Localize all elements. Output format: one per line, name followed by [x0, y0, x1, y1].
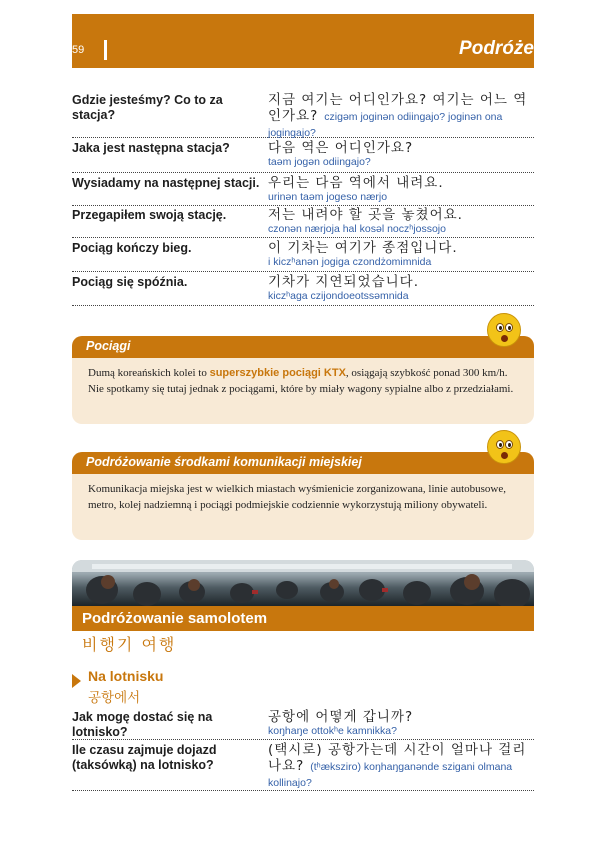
phrase-romanization: kiczʰaga czijondoeotssəmnida [268, 290, 409, 302]
phrase-korean: 공항에 어떻게 갑니까? koŋhaŋe ottokʰe kamnikka? [268, 709, 534, 738]
phrase-row [72, 92, 534, 138]
section-title: Podróżowanie samolotem [82, 610, 268, 627]
phrase-row [72, 709, 534, 740]
surprised-face-icon [487, 313, 521, 347]
subsection-title-korean: 공항에서 [88, 690, 141, 706]
triangle-right-icon [72, 674, 81, 688]
phrase-row [72, 742, 534, 791]
info-box-text: Dumą koreańskich kolei to superszybkie pociągi KTX, osiągają szybkość ponad 300 km/h. Nie spotkamy się tutaj jednak z pociągami, które by miały wagony sypialne albo z przedziałami. [88, 367, 514, 395]
phrase-polish: Jaka jest następna stacja? [72, 141, 230, 155]
chapter-title: Podróże [459, 38, 534, 59]
phrase-romanization: urinən taəm jogeso nærjo [268, 191, 388, 203]
info-box-header [72, 452, 534, 474]
info-box-highlight: superszybkie pociągi KTX [209, 367, 346, 379]
phrase-polish: Gdzie jesteśmy? Co to za stacja? [72, 93, 223, 122]
header-divider [104, 40, 107, 60]
info-box-text: Komunikacja miejska jest w wielkich miastach wyśmienicie zorganizowana, linie autobusowe, metro, kolej nadziemną i pociągi podmiejskie codziennie wykorzystują miliony obywateli. [88, 483, 506, 511]
phrase-korean: 다음 역은 어디인가요? taəm jogən odiingajo? [268, 140, 534, 169]
phrase-row [72, 274, 534, 306]
phrase-polish: Pociąg kończy bieg. [72, 241, 192, 255]
phrase-korean: (택시로) 공항가는데 시간이 얼마나 걸리나요? (tʰæksziro) koŋhaŋganənde szigani olmana kollinajo? [268, 742, 527, 789]
phrase-romanization: i kiczʰanən jogiga czondżomimnida [268, 256, 432, 268]
phrase-polish: Ile czasu zajmuje dojazd (taksówką) na lotnisko? [72, 743, 217, 772]
subsection-title: Na lotnisku [88, 668, 164, 684]
phrase-row [72, 207, 534, 238]
phrase-polish: Wysiadamy na następnej stacji. [72, 176, 260, 190]
phrase-korean: 지금 여기는 어디인가요? 여기는 어느 역인가요? czigəm joginən odiingajo? joginən ona jogingajo? [268, 92, 528, 139]
phrase-polish: Pociąg się spóźnia. [72, 275, 188, 289]
info-box-trains [72, 336, 534, 424]
info-box-title: Podróżowanie środkami komunikacji miejskiej [86, 455, 362, 469]
phrase-row [72, 175, 534, 206]
info-box-title: Pociągi [86, 339, 131, 353]
phrase-romanization: (tʰæksziro) koŋhaŋganənde szigani olmana kollinajo? [268, 761, 513, 789]
phrase-korean: 이 기차는 여기가 종점입니다. i kiczʰanən jogiga czondżomimnida [268, 240, 534, 269]
phrase-korean: 기차가 지연되었습니다. kiczʰaga czijondoeotssəmnida [268, 274, 534, 303]
phrase-korean: 저는 내려야 할 곳을 놓쳤어요. czonən nærjoja hal kosəl noczʰjossojo [268, 207, 534, 236]
surprised-face-icon [487, 430, 521, 464]
phrase-row [72, 240, 534, 272]
phrase-korean: 우리는 다음 역에서 내려요. urinən taəm jogeso nærjo [268, 175, 534, 204]
phrase-polish: Jak mogę dostać się na lotnisko? [72, 710, 213, 739]
section-banner [72, 606, 534, 631]
info-box-public-transport [72, 452, 534, 540]
phrase-polish: Przegapiłem swoją stację. [72, 208, 227, 222]
phrase-romanization: czigəm joginən odiingajo? joginən ona jogingajo? [268, 111, 503, 139]
airplane-cabin-photo [72, 560, 534, 606]
page-header [72, 14, 534, 68]
phrase-romanization: czonən nærjoja hal kosəl noczʰjossojo [268, 223, 446, 235]
phrase-row [72, 140, 534, 173]
phrase-romanization: taəm jogən odiingajo? [268, 156, 371, 168]
phrase-romanization: koŋhaŋe ottokʰe kamnikka? [268, 725, 397, 737]
page-number: 59 [72, 44, 85, 56]
info-box-header [72, 336, 534, 358]
section-title-korean: 비행기 여행 [82, 635, 177, 654]
